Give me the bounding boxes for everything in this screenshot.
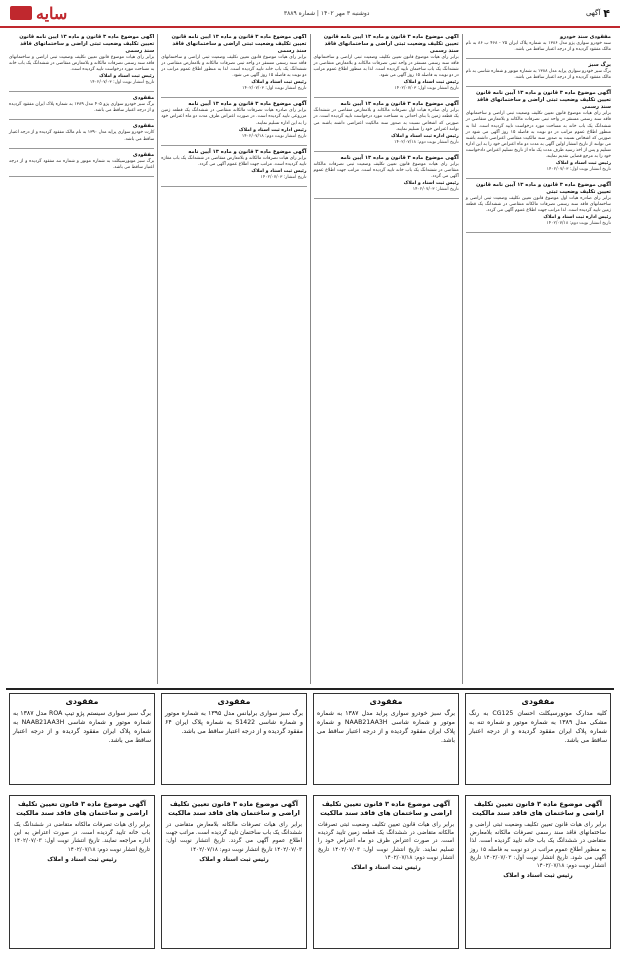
ad-block [9, 123, 154, 142]
page-number: ۴ [603, 6, 610, 20]
ad-title: آگهی موضوع ماده ۳ قانون و ماده ۱۳ آیین نامه قانون تعیین تکلیف وضعیت ثبتی اراضی و ساختمانهای فاقد سند رسمی [475, 90, 611, 111]
ad-title: آگهی موضوع ماده ۳ قانون و ماده ۱۳ آیین نامه [340, 154, 459, 161]
lost-item-heading: مفقودی [369, 697, 403, 706]
page-header [0, 0, 620, 28]
ad-date: تاریخ انتشار: ۱۴۰۲/۰۷/۰۳ [260, 174, 307, 180]
notice-signature: رئیس ثبت اسناد و املاک [351, 865, 421, 872]
divider [9, 176, 154, 177]
lost-item-heading: مفقودی [65, 697, 99, 706]
lost-item-box [161, 693, 307, 785]
ad-block [161, 149, 306, 181]
ad-block [9, 152, 154, 171]
divider [9, 148, 154, 149]
lost-item-box [465, 693, 611, 785]
ad-body: کارت خودرو سواری پراید مدل ۱۳۹۰ به نام مالک مفقود گردیده و از درجه اعتبار ساقط می باشد. [9, 130, 155, 142]
ad-signature: رئیس ثبت اسناد و املاک [251, 168, 307, 174]
notice-text: برابر رای هیات قانون تعیین تکلیف وضعیت ثبتی اراضی و ساختمانهای فاقد سند رسمی تصرفات مالکانه بلامعارض متقاضی در ششدانگ یک باب خانه تایید گردیده است. لذا به منظور اطلاع عموم مراتب در دو نوبت به فاصله ۱۵ روز آگهی می شود. تاریخ انتشار نوبت اول: ۱۴۰۲/۰۷/۰۳ تاریخ انتشار نوبت دوم: ۱۴۰۲/۰۷/۱۸ [470, 822, 606, 870]
ad-date: تاریخ انتشار نوبت دوم: ۱۴۰۲/۰۷/۱۸ [241, 133, 307, 139]
ad-date: تاریخ انتشار نوبت دوم: ۱۴۰۲/۰۷/۱۸ [546, 221, 611, 227]
notice-text: برابر رای هیات تصرفات مالکانه متقاضی در ششدانگ یک باب خانه تایید گردیده است. در صورت اعتراض به این اداره مراجعه نمایند. تاریخ انتشار نوبت اول: ۱۴۰۲/۰۷/۰۳ تاریخ انتشار نوبت دوم: ۱۴۰۲/۰۷/۱۸ [14, 822, 150, 853]
lost-item-box [313, 693, 459, 785]
ad-title: آگهی موضوع ماده ۳ قانون و ماده ۱۳ آیین نامه [188, 101, 307, 108]
page-label: آگهی [585, 9, 601, 17]
ad-block [9, 34, 154, 86]
ad-date: تاریخ انتشار: ۱۴۰۲/۰۷/۰۳ [412, 187, 459, 193]
divider [466, 232, 611, 233]
ad-body: برابر رای هیات موضوع قانون تعیین تکلیف وضعیت ثبتی اراضی و ساختمانهای فاقد سند رسمی مستقر در واحد ثبتی تصرفات مالکانه و بلامعارض متقاضی در ششدانگ یک باب خانه به مساحت مورد درخواست تایید گردیده است. لذا به منظور اطلاع عموم مراتب در دو نوبت به فاصله ۱۵ روز آگهی می شود در صورتی که اشخاص نسبت به صدور سند مالکیت متقاضی اعتراضی داشته باشند می توانند از تاریخ انتشار اولین آگهی به مدت دو ماه اعتراض خود را به این اداره تسلیم و پس از اخذ رسید ظرف مدت یک ماه از تاریخ تسلیم اعتراض دادخواست خود را به مرجع قضایی تقدیم نمایند. [465, 111, 612, 160]
ad-title: مفقودی [132, 151, 155, 158]
ad-title: آگهی موضوع ماده ۳ قانون و ماده ۱۳ آیین نامه قانون تعیین تکلیف وضعیت ثبتی اراضی و ساختمانهای فاقد سند رسمی [323, 34, 459, 54]
ad-column [310, 34, 462, 684]
divider [314, 151, 459, 152]
ad-signature: رئیس ثبت اسناد و املاک [555, 161, 611, 167]
ad-block [466, 62, 611, 81]
ad-date: تاریخ انتشار نوبت اول: ۱۴۰۲/۰۷/۰۳ [242, 86, 307, 92]
notice-box [9, 795, 155, 949]
ad-body: برابر رای هیات موضوع قانون تعیین تکلیف وضعیت ثبتی اراضی و ساختمانهای فاقد سند رسمی تصرفات مالکانه و بلامعارض متقاضی در ششدانگ یک باب خانه به مساحت مورد درخواست تایید گردیده است. [9, 55, 155, 73]
ad-signature: رئیس اداره ثبت اسناد و املاک [543, 215, 611, 221]
notice-box [161, 795, 307, 949]
logo-mark-icon [10, 6, 32, 20]
lost-item-heading: مفقودی [217, 697, 251, 706]
ad-block [314, 34, 459, 92]
ad-title: مفقودی [132, 123, 155, 130]
divider [314, 198, 459, 199]
notice-text: برابر رای هیات تصرفات مالکانه بلامعارض متقاضی در ششدانگ یک باب ساختمان تایید گردیده است. مراتب جهت اطلاع عموم آگهی می گردد. تاریخ انتشار نوبت اول: ۱۴۰۲/۰۷/۰۳ تاریخ انتشار نوبت دوم: ۱۴۰۲/۰۷/۱۸ [166, 822, 302, 853]
ad-date: تاریخ انتشار نوبت اول: ۱۴۰۲/۰۷/۰۳ [546, 167, 611, 173]
ad-column [462, 34, 614, 684]
ad-signature: رئیس اداره ثبت اسناد و املاک [391, 133, 459, 139]
notice-heading: آگهی موضوع ماده ۳ قانون تعیین تکلیف اراضی و ساختمان های فاقد سند مالکیت [320, 800, 452, 817]
ad-title: آگهی موضوع ماده ۳ قانون و ماده ۱۳ آیین نامه [188, 148, 307, 155]
notice-heading: آگهی موضوع ماده ۳ قانون تعیین تکلیف اراضی و ساختمان های فاقد سند مالکیت [16, 800, 148, 817]
divider [9, 91, 154, 92]
divider [161, 97, 306, 98]
ad-block [466, 90, 611, 173]
divider [161, 145, 306, 146]
lost-items-row [6, 688, 614, 788]
divider [314, 97, 459, 98]
ad-column [157, 34, 309, 684]
notices-row [6, 792, 614, 952]
ad-body: برابر رای هیات موضوع قانون تعیین تکلیف وضعیت ثبتی اراضی و ساختمانهای فاقد سند رسمی مستقر در واحد ثبتی تصرفات مالکانه و بلامعارض متقاضی در ششدانگ یک باب ساختمان تایید گردیده است. لذا به منظور اطلاع عموم مراتب در دو نوبت به فاصله ۱۵ روز آگهی می شود. [313, 55, 459, 79]
notice-signature: رئیس ثبت اسناد و املاک [503, 873, 573, 880]
ad-signature: رئیس ثبت اسناد و املاک [403, 80, 459, 86]
ad-body: برابر رای صادره هیات اول تصرفات مالکانه و بلامعارض متقاضی در ششدانگ یک قطعه زمین با بنای احداثی به مساحت مورد درخواست تایید گردیده است. در صورتی که اشخاص نسبت به صدور سند مالکیت اعتراضی داشته باشند می توانند اعتراض خود را تسلیم نمایند. [313, 108, 459, 132]
notice-heading: آگهی موضوع ماده ۳ قانون تعیین تکلیف اراضی و ساختمان های فاقد سند مالکیت [472, 800, 604, 817]
ad-signature: رئیس اداره ثبت اسناد و املاک [238, 127, 307, 133]
ad-block [466, 182, 611, 227]
ad-date: تاریخ انتشار نوبت دوم: ۱۴۰۲/۰۷/۱۸ [394, 139, 459, 145]
ad-body: برگ سبز خودرو سواری پراید مدل ۱۳۸۸ به شماره موتور و شماره شاسی به نام مالک مفقود گردیده و از درجه اعتبار ساقط می باشد. [465, 69, 611, 81]
lost-item-text: کلیه مدارک موتورسیکلت احسان CG125 به رنگ مشکی مدل ۱۳۸۹ به شماره موتور و شماره تنه به شماره پلاک ایران مفقود گردیده و از درجه اعتبار ساقط می باشد. [469, 710, 607, 744]
divider [161, 186, 306, 187]
notice-box [313, 795, 459, 949]
divider [466, 178, 611, 179]
ad-title: آگهی موضوع ماده ۳ قانون و ماده ۱۳ آیین نامه [340, 101, 459, 108]
ad-signature: رئیس ثبت اسناد و املاک [403, 181, 459, 187]
ad-date: تاریخ انتشار نوبت اول: ۱۴۰۲/۰۷/۰۳ [394, 86, 459, 92]
notice-heading: آگهی موضوع ماده ۳ قانون تعیین تکلیف اراضی و ساختمان های فاقد سند مالکیت [168, 800, 300, 817]
ad-block [9, 95, 154, 114]
ad-title: مفقودی [132, 95, 155, 102]
ad-body: برابر رای هیات موضوع قانون تعیین تکلیف وضعیت ثبتی تصرفات مالکانه متقاضی در ششدانگ یک باب خانه تایید گردیده است. مراتب جهت اطلاع عموم آگهی می گردد. [313, 161, 459, 179]
ad-block [314, 101, 459, 145]
ad-title: آگهی موضوع ماده ۳ قانون و ماده ۱۳ آیین نامه قانون تعیین تکلیف وضعیت ثبتی [475, 182, 611, 196]
notice-box [465, 795, 611, 949]
ad-signature: رئیس ثبت اسناد و املاک [99, 74, 155, 80]
lost-item-box [9, 693, 155, 785]
divider [466, 58, 611, 59]
notice-signature: رئیس ثبت اسناد و املاک [199, 856, 269, 863]
ad-title: آگهی موضوع ماده ۳ قانون و ماده ۱۳ آیین نامه قانون تعیین تکلیف وضعیت ثبتی اراضی و ساختمانهای فاقد سند رسمی [19, 34, 155, 54]
ad-body: برابر رای هیات تصرفات مالکانه و بلامعارض متقاضی در ششدانگ یک باب مغازه تایید گردیده است. مراتب جهت اطلاع عموم آگهی می گردد. [161, 155, 307, 167]
newspaper-logo [10, 4, 67, 23]
ad-block [314, 155, 459, 193]
notice-text: برابر رای هیات قانون تعیین تکلیف وضعیت ثبتی تصرفات مالکانه متقاضی در ششدانگ یک قطعه زمین تایید گردیده است. در صورت اعتراض ظرف دو ماه اعتراض خود را تسلیم نمایند. تاریخ انتشار نوبت اول: ۱۴۰۲/۰۷/۰۳ تاریخ انتشار نوبت دوم: ۱۴۰۲/۰۷/۱۸ [318, 822, 454, 861]
ad-body: برابر رای صادره هیات اول موضوع قانون تعیین تکلیف وضعیت ثبتی اراضی و ساختمانهای فاقد سند رسمی تصرفات مالکانه متقاضی در ششدانگ یک قطعه زمین تایید گردیده است. لذا مراتب جهت اطلاع عموم آگهی می گردد. [465, 196, 611, 214]
lost-item-text: برگ سبز خودرو سواری پراید مدل ۱۳۸۷ به شماره موتور و شماره شاسی NAAB21AA3H و شماره پلاک ایران مفقود گردیده و از درجه اعتبار ساقط می باشد. [317, 710, 455, 744]
ads-grid [6, 34, 614, 684]
ad-block [161, 101, 306, 139]
page-number-block [586, 7, 610, 20]
logo-text: سایه [36, 3, 68, 23]
ad-column [6, 34, 157, 684]
ad-title: برگ سبز [588, 62, 611, 69]
divider [9, 119, 154, 120]
ad-block [466, 34, 611, 53]
ad-date: تاریخ انتشار نوبت اول: ۱۴۰۲/۰۷/۰۳ [89, 80, 155, 86]
ad-body: برابر رای هیات موضوع قانون تعیین تکلیف وضعیت ثبتی اراضی و ساختمانهای فاقد سند رسمی مستقر در واحد ثبتی تصرفات مالکانه و بلامعارض متقاضی در ششدانگ یک باب خانه تایید گردیده است. لذا به منظور اطلاع عموم مراتب در دو نوبت به فاصله ۱۵ روز آگهی می شود. [161, 55, 307, 79]
ad-body: برگ سبز خودرو سواری پژو ۴۰۵ مدل ۱۳۸۹ به شماره پلاک ایران مفقود گردیده و از درجه اعتبار ساقط می باشد. [9, 102, 155, 114]
divider [466, 86, 611, 87]
issue-info: دوشنبه ۳ مهر ۱۴۰۲ | شماره ۳۸۸۹ [283, 9, 370, 17]
ad-title: آگهی موضوع ماده ۳ قانون و ماده ۱۳ آیین نامه قانون تعیین تکلیف وضعیت ثبتی اراضی و ساختمانهای فاقد سند رسمی [171, 34, 307, 54]
lost-item-heading: مفقودی [521, 697, 555, 706]
notice-signature: رئیس ثبت اسناد و املاک [47, 856, 117, 863]
lost-item-text: برگ سبز سواری سیستم پژو تیپ ROA مدل ۱۳۸۷ به شماره موتور و شماره شاسی NAAB21AA3H به شماره پلاک ایران مفقود گردیده و از درجه اعتبار ساقط می باشد. [13, 710, 151, 744]
ad-signature: رئیس ثبت اسناد و املاک [251, 80, 307, 86]
ad-block [161, 34, 306, 92]
ad-body: برابر رای صادره هیات تصرفات مالکانه متقاضی در ششدانگ یک قطعه زمین مزروعی تایید گردیده است. در صورت اعتراض ظرف مدت دو ماه اعتراض خود را به این اداره تسلیم نمایند. [161, 108, 307, 126]
ad-body: برگ سبز موتورسیکلت به شماره موتور و شماره تنه مفقود گردیده و از درجه اعتبار ساقط می باشد. [9, 158, 155, 170]
ad-body: سند خودرو سواری پژو مدل ۱۳۸۶ به شماره پلاک ایران ۲۵ - ۴۶۸ ب ۸۶ به نام مالک مفقود گردیده و از درجه اعتبار ساقط می باشد. [465, 41, 611, 53]
ad-title: مفقودی سند خودرو [559, 34, 611, 40]
lost-item-text: برگ سبز سواری برلیانس مدل ۱۳۹۵ به شماره موتور و شماره شاسی S1422 به شماره پلاک ایران ۶۴ مفقود گردیده و از درجه اعتبار ساقط می باشد. [165, 710, 303, 735]
